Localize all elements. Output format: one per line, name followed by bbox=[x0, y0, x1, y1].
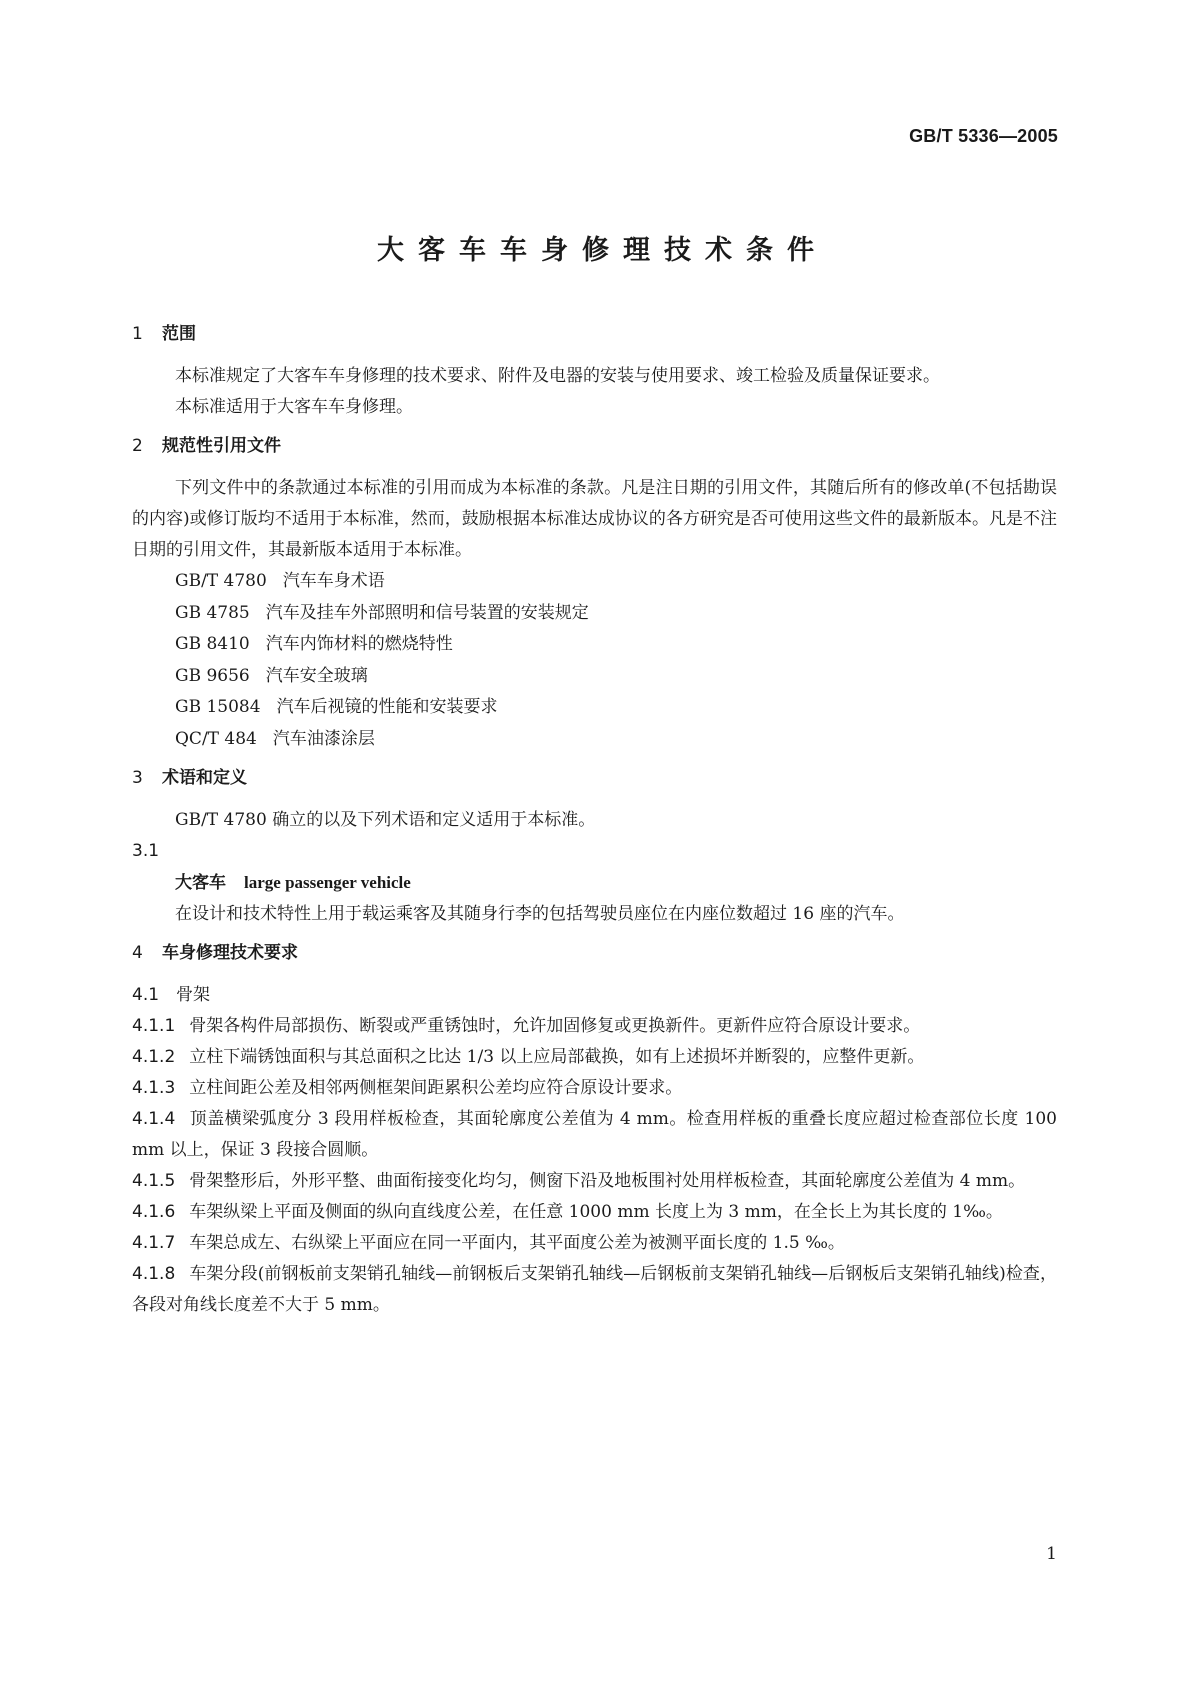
subsection-number: 3.1 bbox=[132, 841, 160, 861]
reference-name: 汽车安全玻璃 bbox=[265, 665, 368, 686]
clause-text: 车架分段(前钢板前支架销孔轴线—前钢板后支架销孔轴线—后钢板前支架销孔轴线—后钢板后支架销孔轴线)检查，各段对角线长度差不大于 5 mm。 bbox=[132, 1264, 1057, 1315]
clause-number: 4.1.1 bbox=[132, 1016, 176, 1036]
reference-name: 汽车及挂车外部照明和信号装置的安装规定 bbox=[265, 602, 589, 623]
reference-item bbox=[132, 661, 1057, 693]
term-entry bbox=[132, 867, 1057, 899]
standard-code: GB/T 5336—2005 bbox=[909, 126, 1058, 146]
reference-item bbox=[132, 566, 1057, 598]
clause bbox=[132, 1104, 1057, 1166]
term-chinese: 大客车 bbox=[175, 873, 226, 893]
section-2-heading bbox=[132, 433, 1057, 459]
clause bbox=[132, 1166, 1057, 1197]
clause bbox=[132, 1073, 1057, 1104]
reference-name: 汽车车身术语 bbox=[282, 571, 385, 591]
reference-item bbox=[132, 629, 1057, 661]
term-definition: 在设计和技术特性上用于载运乘客及其随身行李的包括驾驶员座位在内座位数超过 16 座的汽车。 bbox=[175, 904, 905, 924]
reference-item bbox=[132, 724, 1057, 756]
page-number: 1 bbox=[1046, 1544, 1057, 1564]
clause-number: 4.1.5 bbox=[132, 1171, 176, 1191]
clause bbox=[132, 1197, 1057, 1228]
clause-number: 4.1.8 bbox=[132, 1264, 176, 1284]
subsection-title: 骨架 bbox=[176, 985, 210, 1005]
paragraph: 本标准规定了大客车车身修理的技术要求、附件及电器的安装与使用要求、竣工检验及质量保证要求。 bbox=[175, 366, 940, 386]
reference-code: GB/T 4780 bbox=[175, 571, 267, 591]
paragraph: GB/T 4780 确立的以及下列术语和定义适用于本标准。 bbox=[175, 810, 596, 830]
clause bbox=[132, 1228, 1057, 1259]
section-3-heading bbox=[132, 765, 1057, 791]
subsection-heading bbox=[132, 980, 1057, 1011]
clause-text: 骨架各构件局部损伤、断裂或严重锈蚀时，允许加固修复或更换新件。更新件应符合原设计要求。 bbox=[189, 1016, 921, 1036]
document-title: 大客车车身修理技术条件 bbox=[377, 235, 828, 266]
clause bbox=[132, 1011, 1057, 1042]
section-number: 1 bbox=[132, 324, 143, 344]
clause-number: 4.1.7 bbox=[132, 1233, 176, 1253]
reference-code: GB 8410 bbox=[175, 634, 250, 654]
section-number: 4 bbox=[132, 943, 143, 963]
document-body bbox=[132, 321, 1057, 1321]
reference-item bbox=[132, 598, 1057, 630]
reference-code: GB 9656 bbox=[175, 665, 250, 686]
section-title: 范围 bbox=[162, 324, 196, 344]
section-title: 规范性引用文件 bbox=[162, 436, 281, 456]
subsection-number: 4.1 bbox=[132, 985, 160, 1005]
clause-number: 4.1.6 bbox=[132, 1202, 176, 1222]
paragraph: 本标准适用于大客车车身修理。 bbox=[175, 397, 413, 417]
clause bbox=[132, 1259, 1057, 1321]
clause-number: 4.1.4 bbox=[132, 1109, 176, 1129]
reference-code: GB 4785 bbox=[175, 602, 250, 623]
section-4-heading bbox=[132, 940, 1057, 966]
section-number: 3 bbox=[132, 768, 143, 788]
clause-text: 立柱下端锈蚀面积与其总面积之比达 1/3 以上应局部截换，如有上述损坏并断裂的，应整件更新。 bbox=[189, 1047, 925, 1067]
clause-text: 立柱间距公差及相邻两侧框架间距累积公差均应符合原设计要求。 bbox=[189, 1078, 683, 1098]
section-number: 2 bbox=[132, 436, 143, 456]
clause-number: 4.1.3 bbox=[132, 1078, 176, 1098]
section-title: 术语和定义 bbox=[162, 768, 247, 788]
term-english: large passenger vehicle bbox=[244, 873, 411, 892]
reference-name: 汽车油漆涂层 bbox=[272, 728, 375, 749]
section-title: 车身修理技术要求 bbox=[162, 943, 298, 963]
clause-text: 顶盖横梁弧度分 3 段用样板检查，其面轮廓度公差值为 4 mm。检查用样板的重叠长度应超过检查部位长度 100 mm 以上，保证 3 段接合圆顺。 bbox=[132, 1109, 1057, 1160]
reference-name: 汽车后视镜的性能和安装要求 bbox=[276, 697, 498, 717]
reference-code: GB 15084 bbox=[175, 697, 261, 717]
clause-text: 骨架整形后，外形平整、曲面衔接变化均匀，侧窗下沿及地板围衬处用样板检查，其面轮廓度公差值为 4 mm。 bbox=[189, 1171, 1026, 1191]
paragraph: 下列文件中的条款通过本标准的引用而成为本标准的条款。凡是注日期的引用文件，其随后所有的修改单(不包括勘误的内容)或修订版均不适用于本标准，然而，鼓励根据本标准达成协议的各方研究是否可使用这些文件的最新版本。凡是不注日期的引用文件，其最新版本适用于本标准。 bbox=[132, 478, 1057, 560]
clause-text: 车架总成左、右纵梁上平面应在同一平面内，其平面度公差为被测平面长度的 1.5 ‰。 bbox=[189, 1233, 845, 1253]
clause bbox=[132, 1042, 1057, 1073]
clause-text: 车架纵梁上平面及侧面的纵向直线度公差，在任意 1000 mm 长度上为 3 mm，在全长上为其长度的 1‰。 bbox=[189, 1202, 1003, 1222]
clause-number: 4.1.2 bbox=[132, 1047, 176, 1067]
reference-item bbox=[132, 692, 1057, 724]
reference-code: QC/T 484 bbox=[175, 728, 257, 749]
section-1-heading bbox=[132, 321, 1057, 347]
reference-name: 汽车内饰材料的燃烧特性 bbox=[265, 634, 453, 654]
reference-list bbox=[132, 566, 1057, 755]
